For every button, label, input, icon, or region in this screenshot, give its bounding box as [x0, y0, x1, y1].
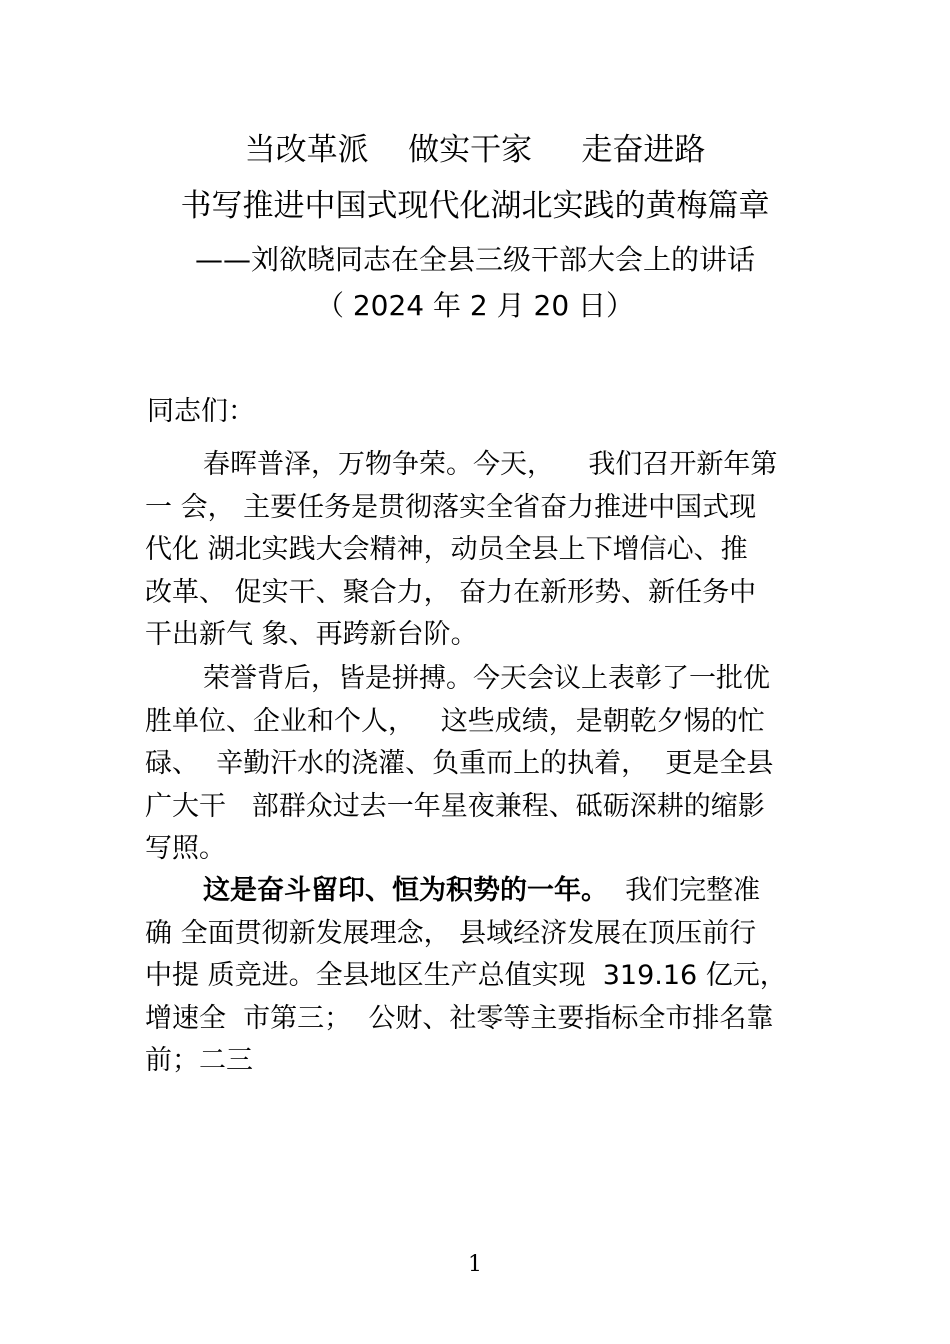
paragraph-line: 干出新气 象、再跨新台阶。 — [145, 619, 478, 650]
paragraph-line: 春晖普泽，万物争荣。今天， 我们召开新年第 — [203, 449, 778, 480]
salutation: 同志们： — [147, 396, 255, 427]
paragraph-2 — [145, 658, 820, 871]
page-number: 1 — [468, 1252, 482, 1277]
title-line-1: 当改革派 做实干家 走奋进路 — [244, 132, 706, 168]
paragraph-line: 增速全 市第三； 公财、社零等主要指标全市排名靠 — [145, 1002, 774, 1034]
paragraph-line: 荣誉背后，皆是拼搏。今天会议上表彰了一批优 — [203, 663, 770, 694]
paragraph-line-rest: 我们完整准 — [608, 875, 761, 906]
paragraph-line: 中提 质竞进。全县地区生产总值实现 319.16 亿元， — [145, 960, 787, 991]
paragraph-3 — [145, 870, 820, 1083]
paragraph-line: 确 全面贯彻新发展理念， 县域经济发展在顶压前行 — [145, 917, 757, 949]
speech-subtitle: ——刘欲晓同志在全县三级干部大会上的讲话 — [194, 243, 755, 276]
paragraph-line: 碌、 辛勤汗水的浇灌、负重而上的执着， 更是全县 — [145, 748, 774, 779]
paragraph-bold-lead: 这是奋斗留印、恒为积势的一年。 — [203, 875, 608, 906]
paragraph-line: 写照。 — [145, 833, 226, 864]
paragraph-line: 改革、 促实干、聚合力， 奋力在新形势、新任务中 — [145, 576, 757, 608]
paragraph-line: 一 会， 主要任务是贯彻落实全省奋力推进中国式现 — [145, 491, 757, 523]
paragraph-1 — [145, 444, 820, 657]
paragraph-first-line — [145, 870, 820, 913]
title-line-2: 书写推进中国式现代化湖北实践的黄梅篇章 — [180, 188, 770, 224]
paragraph-line: 胜单位、企业和个人， 这些成绩，是朝乾夕惕的忙 — [145, 705, 765, 737]
paragraph-line: 前；二三 — [145, 1045, 253, 1076]
paragraph-line: 广大干 部群众过去一年星夜兼程、砥砺深耕的缩影 — [145, 790, 765, 822]
paragraph-line: 代化 湖北实践大会精神，动员全县上下增信心、推 — [145, 534, 748, 565]
speech-date: （ 2024 年 2 月 20 日） — [315, 289, 635, 322]
